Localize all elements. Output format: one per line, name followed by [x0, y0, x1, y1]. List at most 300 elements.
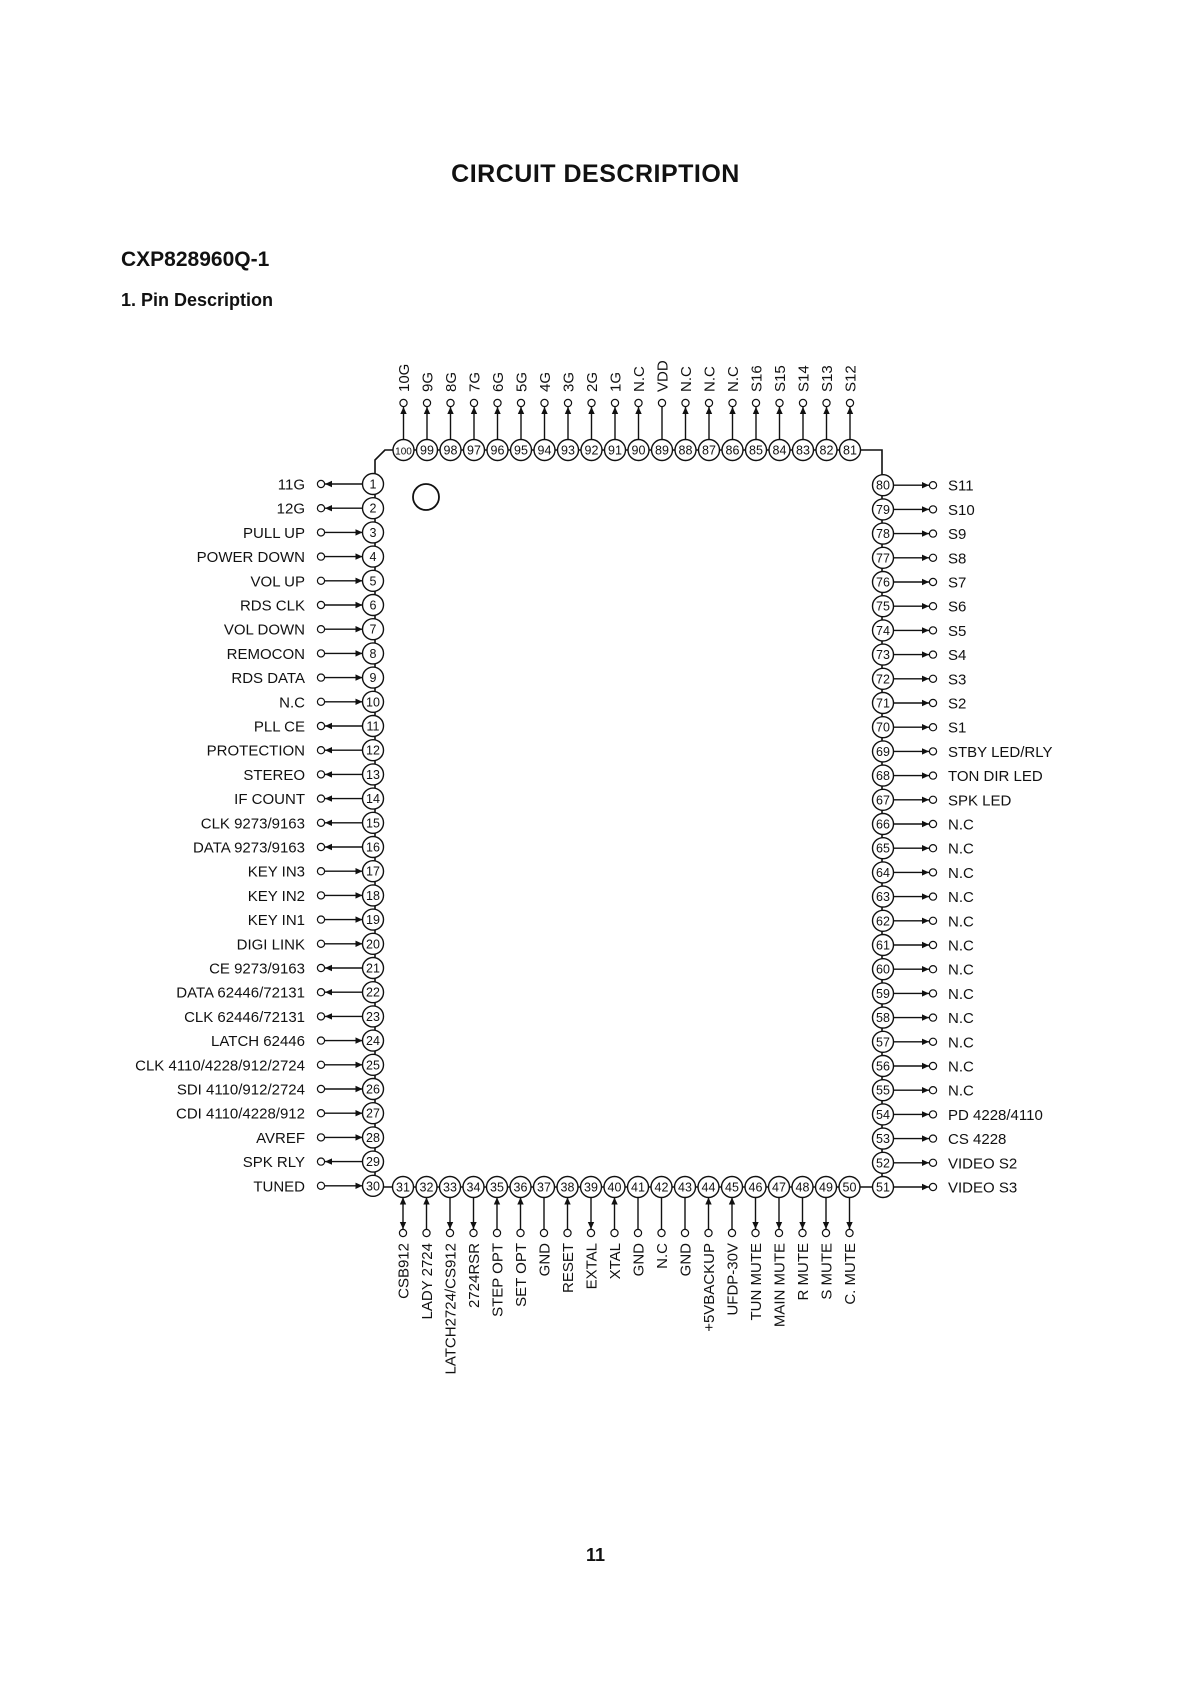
- pin-18: [248, 885, 384, 906]
- pin-arrow: [400, 1222, 406, 1229]
- pin-terminal: [317, 964, 324, 971]
- pin-number: 29: [366, 1155, 380, 1170]
- page-number: 11: [585, 1545, 606, 1565]
- pin-number: 21: [366, 961, 380, 976]
- pin1-marker-dot: [413, 484, 439, 510]
- pin-15: [201, 812, 384, 833]
- pin-number: 2: [369, 501, 377, 516]
- pin-number: 42: [654, 1180, 669, 1195]
- pin-arrow: [922, 797, 929, 803]
- pin-arrow: [612, 407, 618, 414]
- pin-arrow: [922, 603, 929, 609]
- pin-number: 33: [443, 1180, 457, 1195]
- pin-38: [557, 1177, 578, 1294]
- pin-terminal: [705, 399, 712, 406]
- pin-label: 2724RSR: [466, 1243, 483, 1309]
- pin-terminal: [317, 819, 324, 826]
- pin-label: S2: [948, 695, 967, 713]
- pin-label: CLK 9273/9163: [200, 815, 305, 833]
- pin-44: [698, 1177, 719, 1332]
- pin-39: [581, 1177, 602, 1290]
- pin-11: [254, 716, 384, 737]
- pin-arrow: [325, 795, 332, 801]
- pin-23: [184, 1006, 383, 1027]
- pin-arrow: [922, 1087, 929, 1093]
- pin-number: 79: [876, 502, 890, 517]
- pin-label: KEY IN3: [247, 863, 305, 881]
- pin-arrow: [922, 1184, 929, 1190]
- pin-label: 10G: [396, 363, 413, 392]
- pin-terminal: [728, 1229, 735, 1236]
- pin-label: N.C: [948, 864, 974, 882]
- pin-terminal: [317, 989, 324, 996]
- pin-label: S16: [748, 365, 766, 392]
- pin-label: CSB912: [395, 1243, 413, 1299]
- pin-terminal: [317, 747, 324, 754]
- pin-arrow: [356, 941, 363, 947]
- pin-terminal: [682, 399, 689, 406]
- pin-1: [278, 474, 384, 495]
- pin-arrow: [635, 407, 641, 414]
- pin-label: S6: [948, 598, 967, 616]
- pin-number: 95: [514, 443, 528, 458]
- pin-number: 13: [366, 767, 380, 782]
- pin-arrow: [424, 407, 430, 414]
- pin-number: 24: [366, 1034, 380, 1049]
- pin-terminal: [929, 1014, 936, 1021]
- pin-arrow: [922, 482, 929, 488]
- pin-terminal: [929, 893, 936, 900]
- pin-arrow: [922, 1135, 929, 1141]
- pin-label: N.C: [948, 985, 974, 1003]
- pin-number: 64: [876, 865, 890, 880]
- pin-number: 14: [366, 792, 380, 807]
- pin-terminal: [634, 1229, 641, 1236]
- pin-label: TON DIR LED: [948, 768, 1043, 786]
- pin-terminal: [564, 1229, 571, 1236]
- pin-85: [746, 365, 767, 460]
- pin-number: 86: [725, 443, 740, 458]
- pin-terminal: [776, 399, 783, 406]
- pin-number: 61: [876, 938, 890, 953]
- pin-number: 44: [701, 1180, 716, 1195]
- pin-3: [243, 522, 383, 543]
- pin-arrow: [400, 1198, 406, 1205]
- pin-number: 88: [678, 443, 693, 458]
- pin-label: TUNED: [253, 1178, 305, 1196]
- pin-number: 40: [607, 1180, 622, 1195]
- pin-label: KEY IN1: [247, 912, 305, 930]
- pin-arrow: [356, 1062, 363, 1068]
- pin-label: SPK RLY: [242, 1154, 305, 1172]
- pin-terminal: [846, 399, 853, 406]
- pin-number: 58: [876, 1011, 890, 1026]
- pin-terminal: [400, 399, 407, 406]
- pin-terminal: [564, 399, 571, 406]
- pin-label: N.C: [948, 840, 974, 858]
- pin-label: 11G: [277, 476, 305, 494]
- pin-number: 8: [369, 646, 377, 661]
- pin-16: [193, 837, 384, 858]
- pin-label: RDS CLK: [239, 597, 305, 615]
- pin-arrow: [922, 676, 929, 682]
- pin-label: N.C: [948, 1034, 974, 1052]
- pin-terminal: [541, 399, 548, 406]
- pin-label: C. MUTE: [842, 1243, 859, 1305]
- pin-terminal: [929, 1087, 936, 1094]
- pin-number: 96: [490, 443, 505, 458]
- pin-label: STBY LED/RLY: [948, 743, 1053, 761]
- pin-terminal: [929, 724, 936, 731]
- pin-arrow: [400, 407, 406, 414]
- pin-87: [699, 366, 720, 461]
- pin-label: N.C: [948, 937, 974, 955]
- pin-terminal: [822, 1229, 829, 1236]
- pin-arrow: [922, 966, 929, 972]
- pin-label: PD 4228/4110: [948, 1106, 1043, 1124]
- pin-terminal: [929, 796, 936, 803]
- pin-55: [873, 1080, 975, 1101]
- pin-89: [652, 360, 673, 460]
- pin-37: [534, 1177, 555, 1277]
- pin-label: SET OPT: [513, 1243, 530, 1307]
- pin-label: DIGI LINK: [236, 936, 305, 954]
- pin-number: 94: [537, 443, 552, 458]
- pin-number: 100: [395, 446, 412, 458]
- pin-95: [511, 372, 532, 461]
- pin-terminal: [929, 675, 936, 682]
- pin-arrow: [922, 1160, 929, 1166]
- pin-label: XTAL: [607, 1243, 624, 1280]
- pin-92: [581, 372, 602, 461]
- pin-71: [873, 693, 967, 714]
- pin-arrow: [799, 1222, 805, 1229]
- pin-99: [417, 372, 438, 461]
- pin-label: S1: [948, 719, 967, 737]
- pin-arrow: [356, 1086, 363, 1092]
- pin-arrow: [922, 700, 929, 706]
- pin-terminal: [317, 1182, 324, 1189]
- pin-terminal: [317, 722, 324, 729]
- pin-97: [464, 372, 485, 461]
- pin-terminal: [929, 1038, 936, 1045]
- pin-93: [558, 372, 579, 461]
- pin-terminal: [929, 578, 936, 585]
- pin-number: 65: [876, 841, 890, 856]
- pin-10: [279, 691, 383, 712]
- pin-number: 31: [396, 1180, 410, 1195]
- pin-32: [416, 1177, 437, 1320]
- pin-number: 12: [366, 743, 380, 758]
- pin-terminal: [517, 399, 524, 406]
- pin-arrow: [922, 869, 929, 875]
- pin-36: [510, 1177, 531, 1307]
- pin-17: [248, 861, 384, 882]
- pin-number: 67: [876, 793, 890, 808]
- pin-label: N.C: [701, 366, 719, 392]
- pin-label: LATCH2724/CS912: [442, 1243, 460, 1375]
- pin-terminal: [423, 1229, 430, 1236]
- pin-terminal: [929, 1062, 936, 1069]
- pin-62: [873, 910, 975, 931]
- pin-4: [197, 546, 384, 567]
- pin-label: EXTAL: [583, 1243, 601, 1290]
- pin-terminal: [929, 482, 936, 489]
- pin-number: 71: [876, 696, 890, 711]
- pin-arrow: [922, 1039, 929, 1045]
- pin-number: 99: [420, 443, 434, 458]
- pin-100: [393, 364, 414, 461]
- pin-94: [534, 372, 555, 461]
- pin-arrow: [922, 821, 929, 827]
- pin-2: [277, 498, 384, 519]
- pin-56: [873, 1056, 975, 1077]
- pin-terminal: [588, 399, 595, 406]
- pin-79: [873, 499, 975, 520]
- pin-label: MAIN MUTE: [771, 1243, 789, 1328]
- pin-terminal: [929, 530, 936, 537]
- pin-14: [234, 788, 383, 809]
- pin-label: 2G: [584, 371, 601, 392]
- pin-number: 5: [369, 574, 377, 589]
- pin-terminal: [929, 845, 936, 852]
- pin-terminal: [317, 505, 324, 512]
- pin-label: GND: [630, 1243, 648, 1277]
- pin-number: 82: [819, 443, 834, 458]
- pin-72: [873, 668, 967, 689]
- pin-label: PULL UP: [243, 524, 305, 542]
- pin-73: [873, 644, 967, 665]
- pin-52: [873, 1152, 1018, 1173]
- pin-label: N.C: [948, 913, 974, 931]
- pin-arrow: [922, 724, 929, 730]
- pin-arrow: [922, 579, 929, 585]
- pin-terminal: [658, 1229, 665, 1236]
- pin-arrow: [356, 650, 363, 656]
- pin-arrow: [922, 555, 929, 561]
- pin-arrow: [922, 1063, 929, 1069]
- pin-number: 78: [876, 527, 890, 542]
- pin-terminal: [752, 1229, 759, 1236]
- pin-terminal: [517, 1229, 524, 1236]
- pin-arrow: [356, 868, 363, 874]
- pin-label: S13: [819, 365, 836, 392]
- pin-terminal: [635, 399, 642, 406]
- pin-label: VIDEO S2: [948, 1155, 1018, 1173]
- pin-arrow: [325, 505, 332, 511]
- pin-label: CDI 4110/4228/912: [176, 1105, 305, 1123]
- pin-label: N.C: [948, 889, 974, 907]
- pin-60: [873, 959, 975, 980]
- pin-number: 43: [678, 1180, 692, 1195]
- pin-9: [231, 667, 383, 688]
- pin-terminal: [317, 1110, 324, 1117]
- pin-terminal: [929, 772, 936, 779]
- pin-terminal: [929, 603, 936, 610]
- pin-terminal: [470, 1229, 477, 1236]
- pin-arrow: [706, 407, 712, 414]
- pin-82: [816, 365, 837, 460]
- pin-label: 4G: [537, 371, 554, 392]
- pin-terminal: [317, 1013, 324, 1020]
- pin-77: [873, 547, 967, 568]
- pin-arrow: [823, 1222, 829, 1229]
- pin-label: AVREF: [256, 1129, 305, 1147]
- pin-number: 17: [366, 864, 380, 879]
- pin-arrow: [800, 407, 806, 414]
- pin-label: SDI 4110/912/2724: [176, 1081, 305, 1099]
- pin-35: [487, 1177, 508, 1317]
- pin-number: 45: [725, 1180, 739, 1195]
- pin-number: 48: [795, 1180, 810, 1195]
- pin-arrow: [922, 1014, 929, 1020]
- pin-terminal: [729, 399, 736, 406]
- pin-terminal: [317, 1037, 324, 1044]
- pin-22: [176, 982, 383, 1003]
- pin-number: 63: [876, 890, 890, 905]
- pin-terminal: [799, 399, 806, 406]
- pin-number: 20: [366, 937, 380, 952]
- pin-number: 76: [876, 575, 890, 590]
- pin-label: PROTECTION: [206, 742, 305, 760]
- pin-arrow: [356, 699, 363, 705]
- pin-63: [873, 886, 975, 907]
- pin-terminal: [470, 399, 477, 406]
- pin-label: DATA 62446/72131: [176, 984, 305, 1002]
- pin-label: KEY IN2: [247, 887, 305, 905]
- pin-number: 41: [631, 1180, 645, 1195]
- pin-arrow: [325, 1158, 332, 1164]
- pin-terminal: [317, 892, 324, 899]
- pin-label: 3G: [560, 371, 578, 392]
- pin-terminal: [446, 1229, 453, 1236]
- pin-label: S5: [948, 622, 967, 640]
- pin-terminal: [317, 771, 324, 778]
- pin-terminal: [929, 1183, 936, 1190]
- pin-label: CLK 4110/4228/912/2724: [135, 1057, 305, 1075]
- pin-number: 15: [366, 816, 380, 831]
- pin-number: 36: [513, 1180, 528, 1195]
- pin-53: [873, 1128, 1007, 1149]
- pin-arrow: [611, 1198, 617, 1205]
- chip-outline: [375, 450, 882, 1187]
- pin-84: [769, 365, 790, 460]
- pin-label: N.C: [631, 366, 648, 392]
- pin-label: N.C: [948, 1082, 974, 1100]
- pin-terminal: [317, 480, 324, 487]
- pin-terminal: [929, 966, 936, 973]
- pin-24: [211, 1030, 383, 1051]
- pin-number: 11: [366, 719, 380, 734]
- pin-number: 52: [876, 1156, 890, 1171]
- pin-number: 90: [631, 443, 646, 458]
- pin-terminal: [775, 1229, 782, 1236]
- pin-arrow: [753, 407, 759, 414]
- pin-terminal: [317, 940, 324, 947]
- pin-label: GND: [536, 1243, 554, 1277]
- pin-label: S7: [948, 574, 967, 592]
- pin-75: [873, 596, 967, 617]
- pin-label: S14: [795, 365, 813, 392]
- pin-label: LADY 2724: [419, 1243, 436, 1320]
- pin-arrow: [823, 407, 829, 414]
- pin-label: PLL CE: [253, 718, 305, 736]
- pin-terminal: [317, 674, 324, 681]
- pin-arrow: [588, 407, 594, 414]
- pin-terminal: [929, 627, 936, 634]
- pin-terminal: [317, 601, 324, 608]
- pin-label: VDD: [654, 360, 672, 392]
- pin-arrow: [325, 820, 332, 826]
- pin-arrow: [470, 1222, 476, 1229]
- pin-arrow: [517, 1198, 523, 1205]
- pin-label: 7G: [466, 371, 484, 392]
- pin-label: N.C: [654, 1243, 671, 1269]
- pin-number: 19: [366, 913, 380, 928]
- pin-70: [873, 717, 967, 738]
- pin-number: 72: [876, 672, 890, 687]
- pin-number: 38: [560, 1180, 575, 1195]
- pin-arrow: [922, 748, 929, 754]
- pin-number: 60: [876, 962, 890, 977]
- pin-terminal: [658, 399, 665, 406]
- pin-47: [769, 1177, 790, 1328]
- pin-label: N.C: [948, 1010, 974, 1028]
- pin-arrow: [494, 1198, 500, 1205]
- pin-number: 32: [419, 1180, 434, 1195]
- pin-64: [873, 862, 975, 883]
- pin-arrow: [447, 1222, 453, 1229]
- pin-91: [605, 372, 626, 461]
- pin-terminal: [317, 650, 324, 657]
- pin-number: 25: [366, 1058, 380, 1073]
- pin-terminal: [317, 529, 324, 536]
- pin-42: [651, 1177, 672, 1269]
- pin-label: R MUTE: [795, 1243, 812, 1301]
- pin-59: [873, 983, 975, 1004]
- pin-label: N.C: [948, 1058, 974, 1076]
- pin-label: DATA 9273/9163: [192, 839, 305, 857]
- pin-terminal: [611, 1229, 618, 1236]
- pin-number: 9: [369, 671, 377, 686]
- pin-34: [463, 1177, 484, 1309]
- pin-arrow: [356, 1110, 363, 1116]
- pin-terminal: [540, 1229, 547, 1236]
- pin-25: [135, 1054, 383, 1075]
- pin-68: [873, 765, 1043, 786]
- pin-arrow: [922, 845, 929, 851]
- pin-28: [256, 1127, 383, 1148]
- pin-arrow: [565, 407, 571, 414]
- pin-arrow: [356, 916, 363, 922]
- pin-terminal: [929, 1135, 936, 1142]
- pin-number: 26: [366, 1082, 380, 1097]
- pin-43: [675, 1177, 696, 1277]
- pin-number: 39: [584, 1180, 598, 1195]
- pin-terminal: [681, 1229, 688, 1236]
- pin-terminal: [929, 748, 936, 755]
- pin-number: 51: [876, 1180, 890, 1195]
- pin-19: [248, 909, 384, 930]
- pin-label: TUN MUTE: [748, 1243, 765, 1321]
- pin-number: 55: [876, 1083, 890, 1098]
- pin-21: [209, 958, 383, 979]
- pin-98: [440, 372, 461, 461]
- pin-41: [628, 1177, 649, 1277]
- pin-label: POWER DOWN: [196, 549, 305, 567]
- pin-arrow: [922, 530, 929, 536]
- pin-number: 27: [366, 1106, 380, 1121]
